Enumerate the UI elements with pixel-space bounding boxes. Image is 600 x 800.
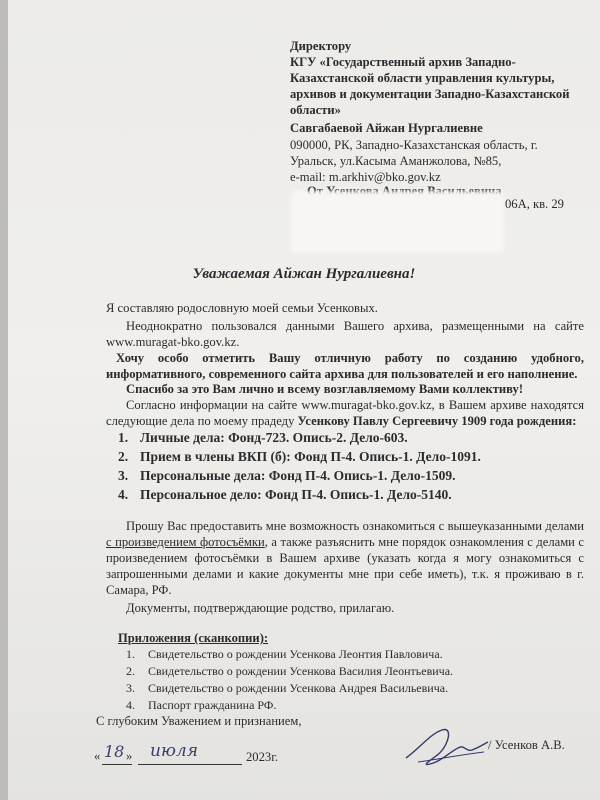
- attachment-item: [126, 698, 276, 713]
- paragraph-text: Согласно информации на сайте www.muragat-bko.gov.kz, в Вашем архиве находятся следующие дела по моему прадеду: [106, 398, 584, 428]
- paragraph: Неоднократно пользовался данными Вашего архива, размещенными на сайте www.muragat-bko.gov.kz.: [106, 319, 584, 349]
- paragraph: Я составляю родословную моей семьи Усенковых.: [106, 301, 378, 315]
- header-line: e-mail: m.arkhiv@bko.gov.kz: [290, 170, 441, 184]
- paragraph: Спасибо за это Вам лично и всему возглавляемому Вами коллективу!: [126, 382, 524, 396]
- case-item: [118, 486, 452, 503]
- attachment-num: 1.: [126, 647, 135, 661]
- signature-name: / Усенков А.В.: [488, 738, 565, 752]
- date-day: 18: [104, 742, 125, 761]
- header-line: Директору: [290, 39, 352, 53]
- closing: С глубоким Уважением и признанием,: [96, 714, 302, 728]
- header-line: Казахстанской области управления культуры,: [290, 71, 555, 85]
- header-line: Савгабаевой Айжан Нургалиевне: [290, 121, 483, 135]
- attachment-num: 2.: [126, 664, 135, 678]
- case-num: 1.: [118, 430, 129, 445]
- header-line: Уральск, ул.Касыма Аманжолова, №85,: [290, 154, 502, 168]
- sender-address-tail: 06А, кв. 29: [505, 197, 564, 211]
- ancestor-name: Усенкову Павлу Сергеевичу 1909 года рождения:: [297, 414, 577, 428]
- date-close-quote: »: [126, 749, 133, 763]
- paragraph: Документы, подтверждающие родство, прилагаю.: [126, 601, 395, 615]
- paragraph: Хочу особо отметить Вашу отличную работу по созданию удобного, информативного, современного сайта архива для пользователей и его наполнение.: [106, 351, 584, 381]
- date-month-line: [138, 764, 242, 765]
- signature-mark: [400, 722, 492, 774]
- header-line: КГУ «Государственный архив Западно-: [290, 55, 516, 69]
- header-line: архивов и документации Западно-Казахстанской: [290, 87, 570, 101]
- date-day-line: [102, 764, 132, 765]
- attachment-text: Свидетельство о рождении Усенкова Василия Леонтьевича.: [148, 664, 454, 678]
- attachment-text: Свидетельство о рождении Усенкова Андрея Васильевича.: [148, 681, 449, 695]
- case-num: 4.: [118, 487, 129, 502]
- case-item: [118, 448, 481, 465]
- case-item: [118, 467, 455, 484]
- date-year: 2023г.: [246, 750, 279, 764]
- date-open-quote: «: [94, 749, 101, 763]
- photo-phrase: с произведением фотосъёмки: [106, 535, 265, 549]
- date-month: июля: [150, 741, 198, 761]
- paragraph: [106, 397, 584, 429]
- header-line: 090000, РК, Западно-Казахстанская область, г.: [290, 138, 538, 152]
- paragraph-text: , а также разъяснить мне порядок ознакомления с делами с произведением фотосъёмки в Вашем архиве (указать когда я могу ознакомиться с запрошенными делами и какие документы мне при себе иметь), т.к. я проживаю в г. Самара, РФ.: [106, 535, 584, 597]
- case-num: 3.: [118, 468, 129, 483]
- case-num: 2.: [118, 449, 129, 464]
- salutation: Уважаемая Айжан Нургалиевна!: [192, 266, 416, 282]
- header-line: области»: [290, 103, 341, 117]
- paragraph-text: Прошу Вас предоставить мне возможность ознакомиться с вышеуказанными делами: [126, 519, 584, 533]
- attachment-text: Паспорт гражданина РФ.: [148, 698, 277, 712]
- redacted-area: [291, 191, 504, 253]
- case-text: Личные дела: Фонд-723. Опись-2. Дело-603.: [140, 430, 408, 445]
- case-text: Прием в члены ВКП (б): Фонд П-4. Опись-1. Дело-1091.: [140, 449, 481, 464]
- case-item: [118, 429, 408, 446]
- case-text: Персональные дела: Фонд П-4. Опись-1. Дело-1509.: [140, 468, 456, 483]
- attachment-item: [126, 647, 443, 662]
- paragraph: [106, 518, 584, 598]
- attachment-item: [126, 681, 448, 696]
- attachment-num: 4.: [126, 698, 135, 712]
- attachment-text: Свидетельство о рождении Усенкова Леонтия Павловича.: [148, 647, 443, 661]
- attachment-item: [126, 664, 453, 679]
- case-text: Персональное дело: Фонд П-4. Опись-1. Дело-5140.: [140, 487, 452, 502]
- attachments-title: Приложения (сканкопии):: [118, 631, 269, 645]
- letter-page: [8, 0, 600, 800]
- attachment-num: 3.: [126, 681, 135, 695]
